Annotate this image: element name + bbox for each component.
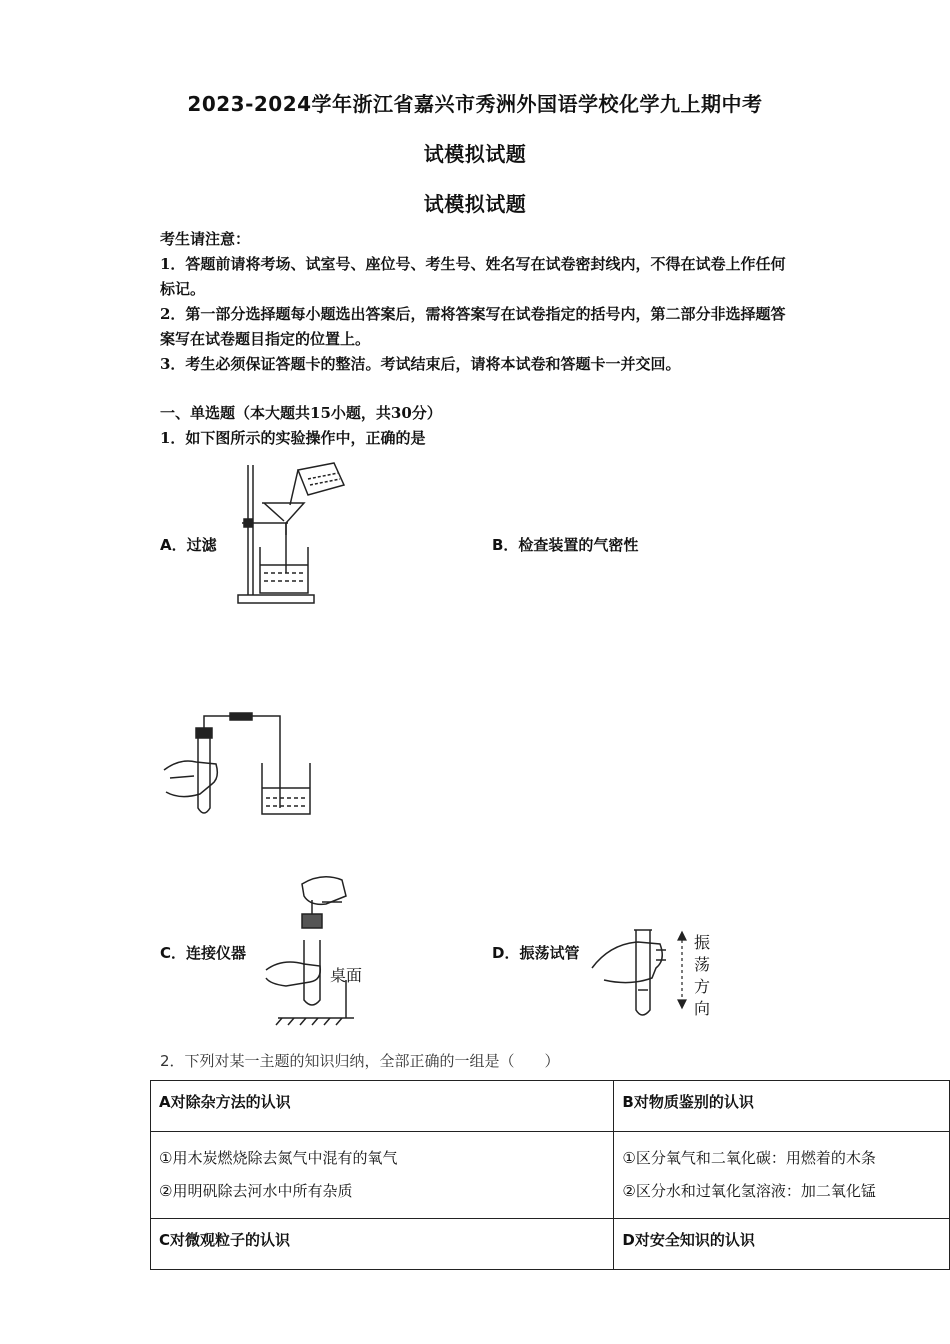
airtightness-figure	[160, 708, 320, 823]
notice-item-3: 3．考生必须保证答题卡的整洁。考试结束后，请将本试卷和答题卡一并交回。	[160, 355, 681, 373]
notice-item-2: 2．第一部分选择题每小题选出答案后，需将答案写在试卷指定的括号内，第二部分非选择题答案写在试卷题目指定的位置上。	[160, 305, 786, 348]
notice-item-1: 1．答题前请将考场、试室号、座位号、考生号、姓名写在试卷密封线内，不得在试卷上作任何标记。	[160, 255, 786, 298]
table-cell-c-head: C对微观粒子的认识	[151, 1219, 614, 1270]
connecting-figure	[262, 870, 372, 1025]
q2-stem: 2．下列对某一主题的知识归纳，全部正确的一组是（ ）	[160, 1052, 560, 1070]
section-heading: 一、单选题（本大题共15小题，共30分）	[160, 404, 442, 422]
notice-heading: 考生请注意：	[160, 230, 251, 248]
q2-table	[150, 1080, 950, 1270]
table-cell-a-items: ①用木炭燃烧除去氮气中混有的氧气 ②用明矾除去河水中所有杂质	[151, 1132, 614, 1219]
table-cell-a-head: A对除杂方法的认识	[151, 1081, 614, 1132]
shaking-figure	[590, 920, 685, 1025]
q1-option-d: D．振荡试管	[492, 944, 580, 962]
title-line-2: 试模拟试题	[423, 142, 527, 166]
q1-option-b: B．检查装置的气密性	[492, 536, 639, 554]
filtration-figure	[228, 455, 358, 610]
shake-direction-label: 振 荡 方 向	[694, 933, 711, 1018]
table-cell-d-head: D对安全知识的认识	[614, 1219, 950, 1270]
desk-label: 桌面	[330, 966, 363, 985]
q1-stem: 1．如下图所示的实验操作中，正确的是	[160, 429, 426, 447]
table-cell-b-head: B对物质鉴别的认识	[614, 1081, 950, 1132]
q1-option-c: C．连接仪器	[160, 944, 247, 962]
title-line-1: 2023-2024学年浙江省嘉兴市秀洲外国语学校化学九上期中考	[187, 92, 763, 116]
q1-option-a: A．过滤	[160, 536, 217, 554]
table-cell-b-items: ①区分氧气和二氧化碳：用燃着的木条 ②区分水和过氧化氢溶液：加二氧化锰	[614, 1132, 950, 1219]
title-line-3: 试模拟试题	[423, 192, 527, 216]
